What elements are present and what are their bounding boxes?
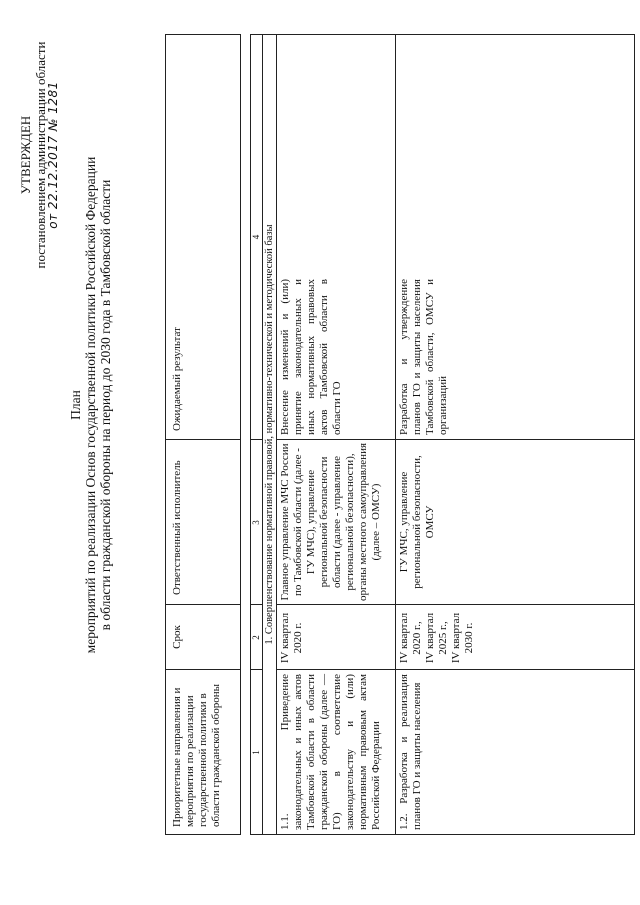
- body-divider-2: [276, 604, 635, 605]
- header-col-4: Ожидаемый результат: [171, 327, 183, 431]
- row-2-col-1: 1.2. Разработка и реализация планов ГО и защиты населения: [398, 674, 423, 830]
- approval-block: [18, 5, 60, 305]
- col-number-4: 4: [251, 234, 261, 240]
- row-1-col-4: Внесение изменений и (или) принятие законодательных и иных нормативных правовых актов Тамбовской области в области ГО: [279, 279, 343, 435]
- row-2-col-2: [398, 609, 476, 667]
- num-divider-1: [250, 669, 263, 670]
- row-1-col-2: IV квартал 2020 г.: [279, 612, 304, 664]
- col-number-3: 3: [251, 520, 261, 525]
- row-2-term-3: IV квартал 2030 г.: [450, 612, 475, 664]
- col-number-2: 2: [251, 635, 261, 640]
- row-1-bottom-line: [395, 34, 396, 835]
- body-divider-1: [276, 669, 635, 670]
- header-divider-3: [165, 439, 241, 440]
- header-col-2: Срок: [171, 625, 183, 649]
- plan-title: План: [68, 390, 83, 420]
- approval-line: постановлением администрации области: [33, 41, 48, 269]
- header-col-3: Ответственный исполнитель: [171, 460, 183, 595]
- row-2-col-3: ГУ МЧС, управление региональной безопасности, ОМСУ: [398, 455, 436, 589]
- plan-title-block: [68, 55, 113, 755]
- header-col-1: Приоритетные направления и мероприятия по реализации государственной политики в области гражданской обороны: [171, 683, 222, 827]
- row-2-col-4: Разработка и утверждение планов ГО и защиты населения Тамбовской области, ОМСУ и организаций: [398, 279, 449, 435]
- col-number-1: 1: [251, 750, 261, 755]
- num-divider-2: [250, 604, 263, 605]
- approval-title: УТВЕРЖДЕН: [18, 115, 33, 195]
- body-divider-3: [276, 439, 635, 440]
- plan-subtitle-1: мероприятий по реализации Основ государственной политики Российской Федерации: [83, 156, 98, 654]
- section-row-line: [276, 34, 277, 835]
- header-divider-1: [165, 669, 241, 670]
- row-2-term-1: IV квартал 2020 г.,: [398, 612, 423, 664]
- approval-date-handwritten: от 22.12.2017 № 1281: [46, 81, 60, 229]
- row-1-col-3: Главное управление МЧС России по Тамбовской области (далее - ГУ МЧС), управление региональной безопасности области (далее - управление региональной безопасности), органы местного самоуправления (далее – ОМСУ): [279, 442, 382, 602]
- num-divider-3: [250, 439, 263, 440]
- row-1-col-1: 1.1. Приведение законодательных и иных актов Тамбовской области в области гражданской обороны (далее — ГО) в соответствие законодательству и (или) нормативным правовым актам Российской Федерации: [279, 674, 382, 830]
- plan-subtitle-2: в области гражданской обороны на период до 2030 года в Тамбовской области: [98, 179, 113, 631]
- section-1-title: 1. Совершенствование нормативной правовой, нормативно-технической и методической базы: [264, 224, 275, 645]
- row-2-term-2: IV квартал 2025 г.,: [424, 612, 449, 664]
